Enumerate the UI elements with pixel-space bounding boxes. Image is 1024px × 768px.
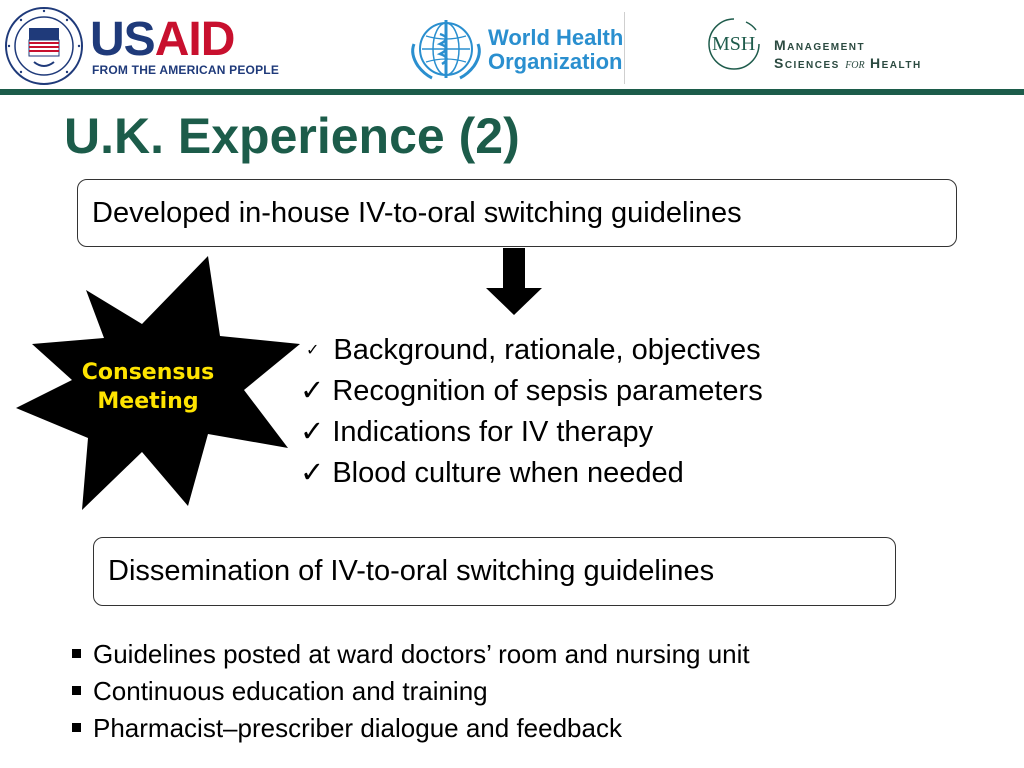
checkmark-icon: ✓ bbox=[300, 416, 325, 448]
logo-bar bbox=[0, 0, 1024, 92]
who-wordmark bbox=[488, 26, 623, 74]
guidelines-dissemination-text: Dissemination of IV-to-oral switching guidelines bbox=[108, 555, 715, 587]
list-item bbox=[72, 673, 750, 710]
square-bullet-icon bbox=[72, 686, 81, 695]
msh-word-for: for bbox=[845, 57, 865, 72]
guidelines-dissemination-box bbox=[93, 537, 896, 606]
guidelines-developed-box bbox=[77, 179, 957, 247]
bullet-item-label: Pharmacist–prescriber dialogue and feedback bbox=[93, 713, 622, 743]
checkmark-icon: ✓ bbox=[306, 342, 320, 359]
msh-letters: MSH bbox=[712, 33, 756, 55]
msh-wordmark bbox=[774, 36, 922, 74]
usaid-wordmark bbox=[90, 13, 235, 66]
burst-line2: Meeting bbox=[97, 389, 199, 414]
msh-word-health: Health bbox=[870, 55, 922, 71]
bullet-list bbox=[72, 636, 750, 747]
checkmark-icon: ✓ bbox=[300, 375, 325, 407]
checklist-item-label: Background, rationale, objectives bbox=[333, 334, 761, 366]
bullet-item-label: Guidelines posted at ward doctors’ room and nursing unit bbox=[93, 639, 750, 669]
down-arrow-icon bbox=[484, 248, 544, 316]
msh-line2 bbox=[774, 54, 922, 74]
burst-line1: Consensus bbox=[81, 360, 215, 385]
usaid-seal-icon bbox=[4, 6, 84, 86]
checklist-item-label: Recognition of sepsis parameters bbox=[332, 375, 763, 407]
who-line2: Organization bbox=[488, 49, 623, 74]
checklist bbox=[300, 330, 763, 494]
list-item bbox=[300, 412, 763, 453]
list-item bbox=[72, 636, 750, 673]
square-bullet-icon bbox=[72, 649, 81, 658]
list-item bbox=[72, 710, 750, 747]
list-item bbox=[300, 330, 763, 371]
usaid-word-us: US bbox=[90, 13, 155, 66]
guidelines-developed-text: Developed in-house IV-to-oral switching guidelines bbox=[92, 197, 742, 229]
bullet-item-label: Continuous education and training bbox=[93, 676, 488, 706]
usaid-word-aid: AID bbox=[154, 13, 235, 66]
msh-line1: Management bbox=[774, 37, 866, 53]
slide-title: U.K. Experience (2) bbox=[64, 108, 520, 164]
checkmark-icon: ✓ bbox=[300, 457, 325, 489]
header-rule bbox=[0, 89, 1024, 95]
checklist-item-label: Indications for IV therapy bbox=[332, 416, 654, 448]
usaid-tagline: FROM THE AMERICAN PEOPLE bbox=[92, 63, 280, 77]
list-item bbox=[300, 371, 763, 412]
list-item bbox=[300, 453, 763, 494]
checklist-item-label: Blood culture when needed bbox=[332, 457, 684, 489]
who-line1: World Health bbox=[488, 25, 624, 50]
who-emblem-icon bbox=[408, 14, 484, 84]
msh-word-sciences: Sciences bbox=[774, 55, 840, 71]
square-bullet-icon bbox=[72, 723, 81, 732]
consensus-meeting-label bbox=[48, 358, 248, 416]
